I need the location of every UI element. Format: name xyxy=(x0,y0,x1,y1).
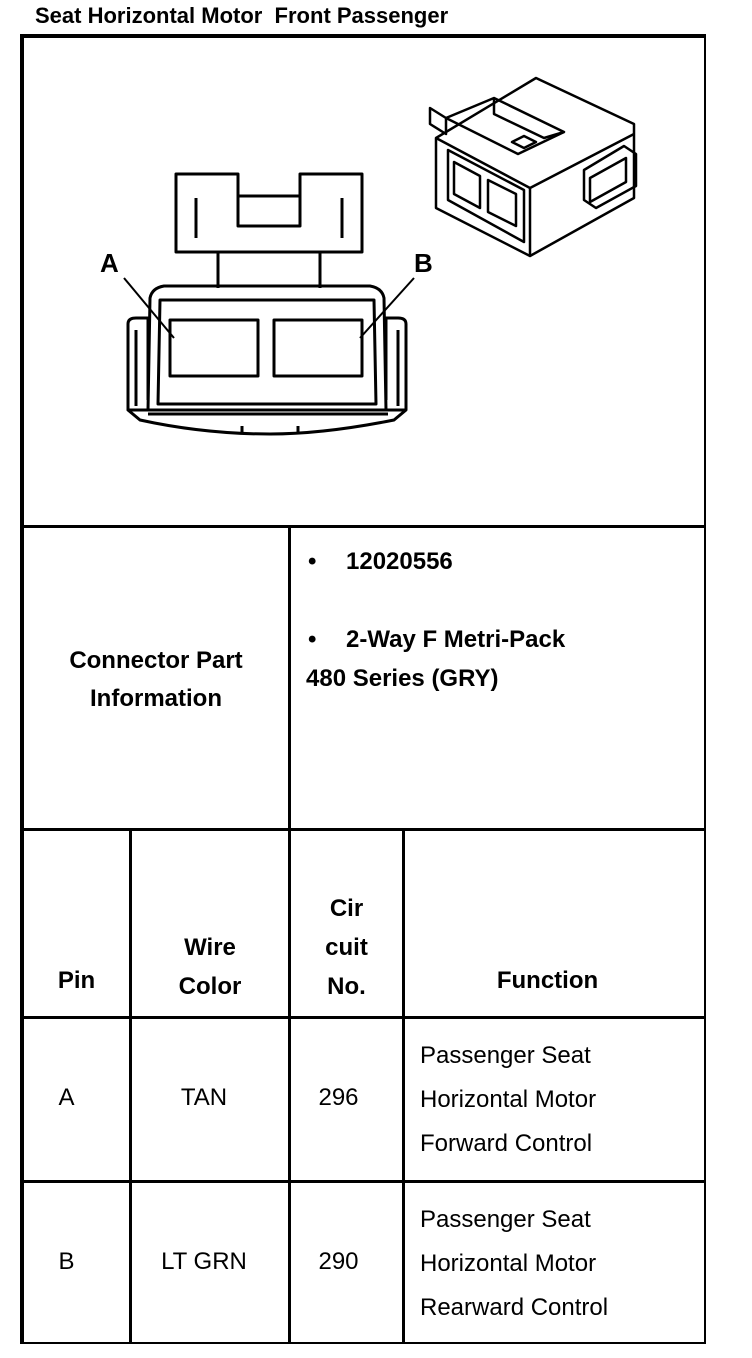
row-a-function xyxy=(420,1034,700,1166)
part-number-bullet: • xyxy=(308,548,317,575)
row-a-function-line3: Forward Control xyxy=(420,1130,593,1157)
divider-info-col xyxy=(288,525,291,831)
header-wire-color-line1: Wire xyxy=(184,934,236,961)
divider-col-circuit xyxy=(402,828,405,1344)
row-a-function-line1: Passenger Seat xyxy=(420,1042,591,1069)
row-b-function-line2: Horizontal Motor xyxy=(420,1250,597,1277)
row-b-function-line1: Passenger Seat xyxy=(420,1206,591,1233)
row-b-function xyxy=(420,1198,700,1330)
pin-b-label: B xyxy=(414,248,433,278)
divider-info xyxy=(20,828,706,831)
header-wire-color-line2: Color xyxy=(178,973,242,1000)
connector-diagram xyxy=(24,38,704,525)
connector-info-label-line1: Connector Part xyxy=(69,647,243,674)
header-circuit xyxy=(291,889,402,1006)
header-wire-color xyxy=(132,928,288,1006)
row-b-circuit: 290 xyxy=(318,1248,359,1275)
header-circuit-line1: Cir xyxy=(329,895,364,922)
description-line1: 2-Way F Metri-Pack xyxy=(346,626,566,653)
row-b-wire-color: LT GRN xyxy=(161,1248,247,1275)
pin-a-label: A xyxy=(100,248,119,278)
header-pin: Pin xyxy=(57,967,96,994)
connector-info-label-line2: Information xyxy=(90,685,222,712)
header-circuit-line2: cuit xyxy=(325,934,368,961)
header-function: Function xyxy=(496,967,599,994)
description-line2: 480 Series (GRY) xyxy=(306,665,499,692)
divider-row xyxy=(20,1180,706,1183)
row-b-function-line3: Rearward Control xyxy=(420,1294,609,1321)
row-a-pin: A xyxy=(58,1084,75,1111)
row-b-pin: B xyxy=(58,1248,75,1275)
connector-front-view xyxy=(128,174,406,434)
divider-diagram xyxy=(20,525,706,528)
connector-info-label xyxy=(24,642,288,718)
divider-header xyxy=(20,1016,706,1019)
row-a-circuit: 296 xyxy=(318,1084,359,1111)
row-a-wire-color: TAN xyxy=(180,1084,228,1111)
connector-iso-view xyxy=(430,78,636,256)
row-a-function-line2: Horizontal Motor xyxy=(420,1086,597,1113)
header-circuit-line3: No. xyxy=(327,973,366,1000)
description-bullet: • xyxy=(308,626,317,653)
page-title: Seat Horizontal Motor Front Passenger xyxy=(35,3,449,28)
part-number: 12020556 xyxy=(346,548,453,575)
